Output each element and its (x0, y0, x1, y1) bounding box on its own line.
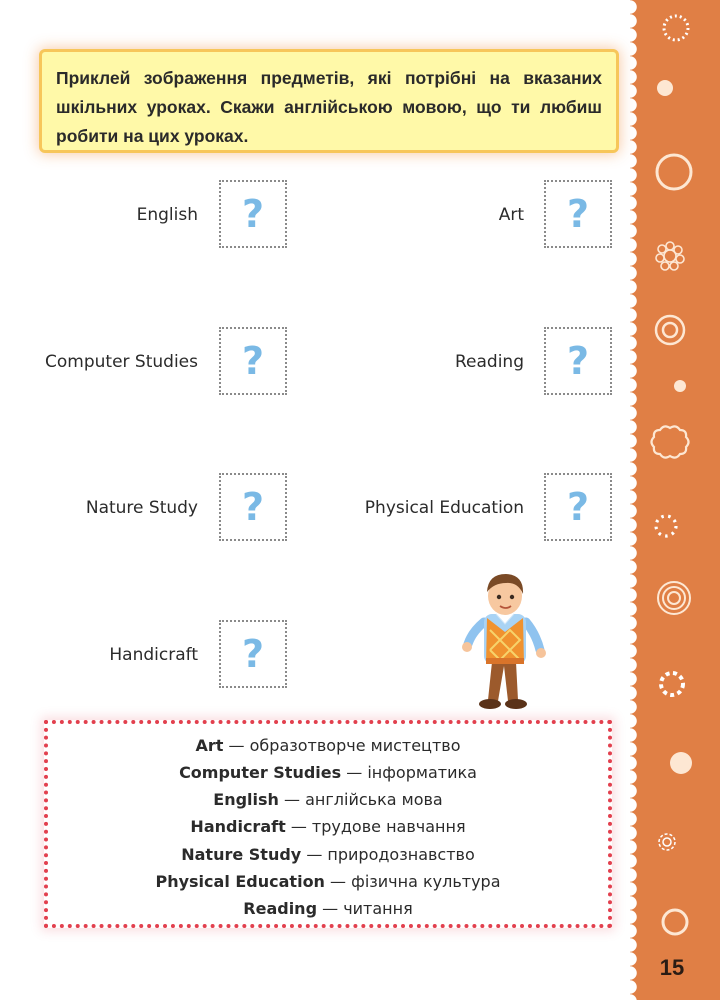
glossary-term: Nature Study (181, 845, 302, 864)
sticker-slot-computer-studies[interactable]: ? (219, 327, 287, 395)
dotted-ring-icon (656, 516, 676, 536)
subject-label-computer-studies: Computer Studies (45, 352, 198, 372)
glossary-term: Computer Studies (179, 763, 342, 782)
ring-icon (663, 910, 687, 934)
swirl-icon (659, 834, 675, 850)
glossary-translation: трудове навчання (311, 817, 466, 836)
glossary-dash: — (330, 872, 347, 891)
glossary-dash: — (322, 899, 339, 918)
strip-decorations (648, 0, 720, 1000)
glossary-row (48, 763, 608, 782)
glossary-dash: — (306, 845, 323, 864)
double-ring-icon (656, 316, 684, 344)
sticker-slot-reading[interactable]: ? (544, 327, 612, 395)
glossary-dash: — (346, 763, 363, 782)
glossary-row (48, 736, 608, 755)
subject-label-reading: Reading (454, 352, 524, 372)
sun-icon (661, 673, 683, 695)
glossary-translation: фізична культура (351, 872, 501, 891)
dotted-ring-icon (664, 16, 688, 40)
flower-icon (656, 242, 684, 270)
dot-icon (674, 380, 686, 392)
glossary-dash: — (290, 817, 307, 836)
wavy-ring-icon (652, 426, 689, 457)
glossary-box (44, 720, 612, 928)
ring-icon (657, 155, 691, 189)
glossary-row (48, 899, 608, 918)
glossary-translation: англійська мова (305, 790, 443, 809)
glossary-term: Handicraft (190, 817, 286, 836)
glossary-translation: образотворче мистецтво (249, 736, 461, 755)
glossary-translation: природознавство (327, 845, 475, 864)
glossary-term: Physical Education (155, 872, 325, 891)
glossary-dash: — (284, 790, 301, 809)
glossary-term: English (213, 790, 279, 809)
glossary-term: Art (195, 736, 224, 755)
instruction-box (42, 52, 616, 150)
subject-label-art: Art (498, 205, 524, 225)
subject-label-physical-education: Physical Education (364, 498, 524, 518)
glossary-row (48, 817, 608, 836)
sticker-slot-art[interactable]: ? (544, 180, 612, 248)
glossary-translation: інформатика (367, 763, 477, 782)
dot-icon (670, 752, 692, 774)
page-number: 15 (659, 955, 685, 980)
glossary-row (48, 845, 608, 864)
glossary-translation: читання (343, 899, 413, 918)
glossary-row (48, 872, 608, 891)
glossary-row (48, 790, 608, 809)
sticker-slot-nature-study[interactable]: ? (219, 473, 287, 541)
glossary-term: Reading (243, 899, 318, 918)
dot-icon (657, 80, 673, 96)
sticker-slot-english[interactable]: ? (219, 180, 287, 248)
subject-label-english: English (136, 205, 198, 225)
subject-label-nature-study: Nature Study (85, 498, 198, 518)
sticker-slot-handicraft[interactable]: ? (219, 620, 287, 688)
boy-illustration (460, 570, 550, 715)
instruction-text: Приклей зображення предметів, які потрібні на вказаних шкільних уроках. Скажи англійською мовою, що ти любиш робити на цих уроках. (56, 68, 602, 146)
concentric-rings-icon (658, 582, 690, 614)
glossary-dash: — (228, 736, 245, 755)
sticker-slot-physical-education[interactable]: ? (544, 473, 612, 541)
subject-label-handicraft: Handicraft (109, 645, 198, 665)
